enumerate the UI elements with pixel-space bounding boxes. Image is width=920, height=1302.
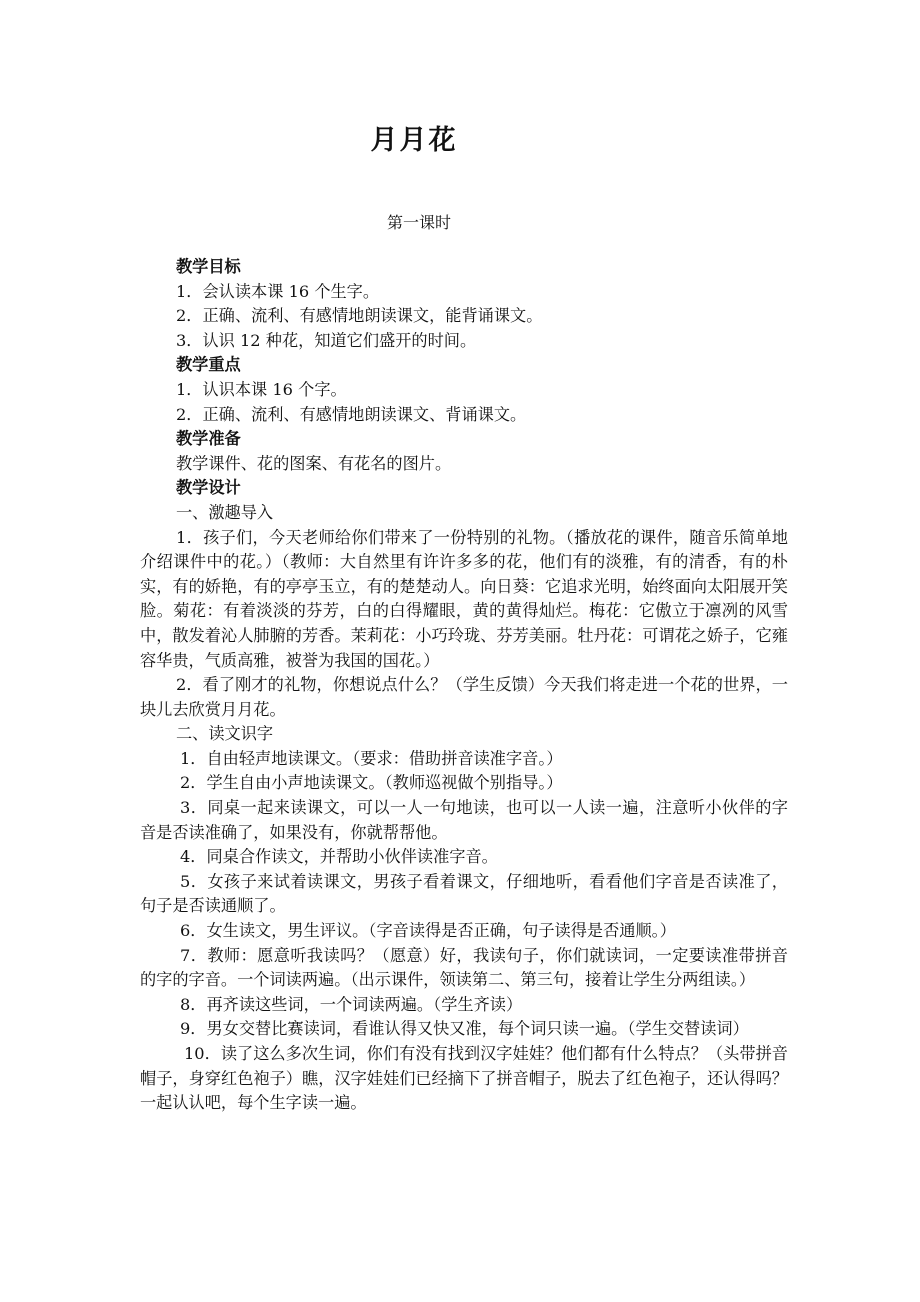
keypoint-item: 2．正确、流利、有感情地朗读课文、背诵课文。 [176,404,527,424]
document-body [140,255,788,1116]
goal-item: 2．正确、流利、有感情地朗读课文，能背诵课文。 [176,306,543,326]
part2-item: 6．女生读文，男生评议。（字音读得是否正确，句子读得是否通顺。） [180,921,676,941]
goals-heading: 教学目标 [176,257,241,276]
part2-heading: 二、读文识字 [176,724,274,744]
goal-item: 1．会认读本课 16 个生字。 [176,281,380,301]
part2-item: 5．女孩子来试着读课文，男孩子看着课文，仔细地听，看看他们字音是否读准了，句子是否读通顺了。 [140,871,788,916]
design-heading: 教学设计 [176,478,241,498]
document-title: 月月花 [370,125,458,156]
part2-item: 9．男女交替比赛读词，看谁认得又快又准，每个词只读一遍。（学生交替读词） [180,1019,749,1039]
part2-item: 2．学生自由小声地读课文。（教师巡视做个别指导。） [180,773,563,793]
prep-text: 教学课件、花的图案、有花名的图片。 [176,453,452,473]
part2-item: 8．再齐读这些词，一个词读两遍。（学生齐读） [180,994,523,1014]
part2-item: 10．读了这么多次生词，你们有没有找到汉字娃娃？他们都有什么特点？（头带拼音帽子，身穿红色袍子）瞧，汉字娃娃们已经摘下了拼音帽子，脱去了红色袍子，还认得吗？一起认认吧，每个生字读一遍。 [140,1044,788,1113]
lesson-period: 第一课时 [386,213,451,232]
keypoint-item: 1．认识本课 16 个字。 [176,379,347,399]
part1-item: 2．看了刚才的礼物，你想说点什么？（学生反馈）今天我们将走进一个花的世界，一块儿去欣赏月月花。 [140,675,788,719]
keypoints-heading: 教学重点 [176,355,241,375]
part2-item: 1．自由轻声地读课文。（要求：借助拼音读准字音。） [180,748,563,768]
part2-item: 3．同桌一起来读课文，可以一人一句地读，也可以一人读一遍，注意听小伙伴的字音是否读准确了，如果没有，你就帮帮他。 [140,798,788,842]
part2-item: 7．教师：愿意听我读吗？（愿意）好，我读句子，你们就读词，一定要读准带拼音的字的字音。一个词读两遍。（出示课件，领读第二、第三句，接着让学生分两组读。） [140,945,788,990]
prep-heading: 教学准备 [176,429,241,449]
part2-item: 4．同桌合作读文，并帮助小伙伴读准字音。 [180,847,498,867]
part1-item: 1．孩子们，今天老师给你们带来了一份特别的礼物。（播放花的课件，随音乐简单地介绍课件中的花。）（教师：大自然里有许许多多的花，他们有的淡雅，有的清香，有的朴实，有的娇艳，有的亭亭玉立，有的楚楚动人。向日葵：它追求光明，始终面向太阳展开笑脸。菊花：有着淡淡的芬芳，白的白得耀眼，黄的黄得灿烂。梅花：它傲立于凛冽的风雪中，散发着沁人肺腑的芳香。茉莉花：小巧玲珑、芬芳美丽。牡丹花：可谓花之娇子，它雍容华贵，气质高雅，被誉为我国的国花。） [140,527,788,670]
part1-heading: 一、激趣导入 [176,502,274,522]
goal-item: 3．认识 12 种花，知道它们盛开的时间。 [176,330,477,350]
